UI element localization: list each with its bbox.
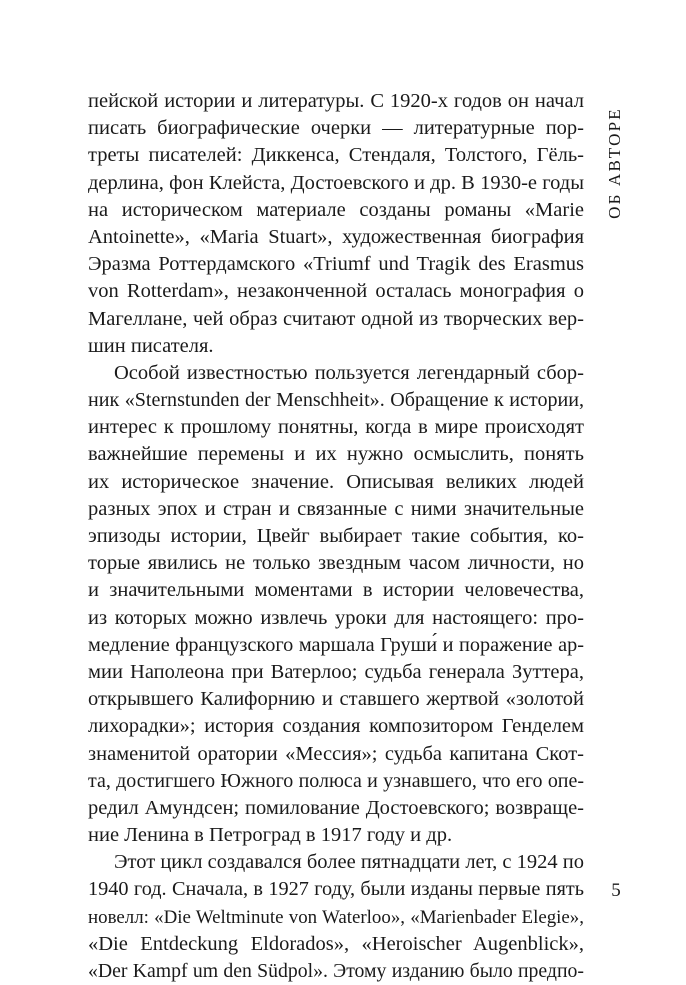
text-line: разных эпох и стран и связанные с ними значительные — [88, 497, 584, 520]
text-line: та, достигшего Южного полюса и узнавшего, что его опе- — [88, 769, 584, 792]
text-line: 1940 год. Сначала, в 1927 году, были изданы первые пять — [88, 878, 584, 901]
text-line: мии Наполеона при Ватерлоо; судьба генерала Зуттера, — [88, 660, 584, 683]
text-line: важнейшие перемены и их нужно осмыслить, понять — [88, 443, 584, 466]
text-line: редил Амундсен; помилование Достоевского; возвраще- — [88, 796, 584, 819]
text-line: новелл: «Die Weltminute von Waterloo», «Marienbader Elegie», — [88, 906, 584, 928]
paragraph — [88, 88, 584, 360]
text-line: эпизоды истории, Цвейг выбирает такие события, ко- — [88, 525, 584, 547]
text-line: на историческом материале созданы романы «Marie — [88, 198, 584, 221]
page-number: 5 — [611, 880, 621, 901]
text-line: из которых можно извлечь уроки для настоящего: про- — [88, 606, 584, 629]
text-line: Этот цикл создавался более пятнадцати лет, с 1924 по — [114, 851, 584, 874]
text-line: торые явились не только звездным часом личности, но — [88, 552, 584, 575]
text-line: ник «Sternstunden der Menschheit». Обращение к истории, — [88, 389, 584, 412]
running-header — [598, 98, 632, 228]
text-line: медление французского маршала Груши́ и поражение ар- — [88, 633, 584, 656]
text-line: знаменитой оратории «Мессия»; судьба капитана Скот- — [88, 742, 584, 765]
running-header-text: ОБ АВТОРЕ — [605, 107, 624, 219]
text-line: Antoinette», «Maria Stuart», художественная биография — [88, 225, 584, 248]
paragraph — [88, 360, 584, 849]
text-line: и значительными моментами в истории человечества, — [88, 579, 584, 602]
text-line: их историческое значение. Описывая великих людей — [88, 470, 584, 493]
text-line: пейской истории и литературы. С 1920-х годов он начал — [88, 90, 584, 112]
text-line: Магеллане, чей образ считают одной из творческих вер- — [88, 307, 584, 330]
text-line: Эразма Роттердамского «Triumf und Tragik des Erasmus — [88, 253, 584, 276]
text-line: шин писателя. — [88, 334, 214, 357]
text-line: ние Ленина в Петроград в 1917 году и др. — [88, 824, 453, 847]
text-line: писать биографические очерки — литературные пор- — [88, 117, 584, 140]
text-line: треты писателей: Диккенса, Стендаля, Толстого, Гёль- — [88, 144, 584, 167]
text-line: открывшего Калифорнию и ставшего жертвой «золотой — [88, 688, 584, 711]
text-line: «Die Entdeckung Eldorados», «Heroischer Augenblick», — [88, 932, 584, 955]
body-text — [88, 88, 584, 985]
text-line: интерес к прошлому понятны, когда в мире происходят — [88, 416, 584, 439]
text-line: дерлина, фон Клейста, Достоевского и др. В 1930-е годы — [88, 171, 584, 194]
text-line: лихорадки»; история создания композитором Генделем — [88, 715, 584, 738]
paragraph — [88, 849, 584, 985]
text-line: von Rotterdam», незаконченной осталась монография о — [88, 280, 584, 303]
text-line: Особой известностью пользуется легендарный сбор- — [114, 361, 584, 384]
text-line: «Der Kampf um den Südpol». Этому изданию было предпо- — [88, 960, 584, 982]
